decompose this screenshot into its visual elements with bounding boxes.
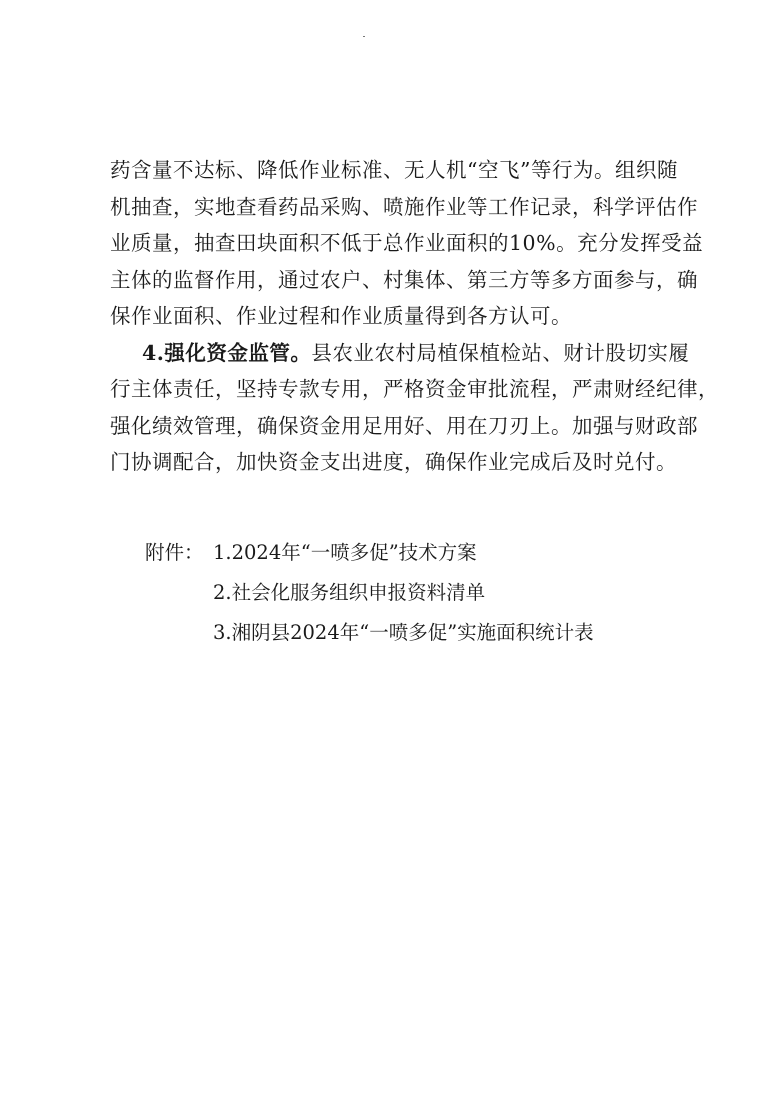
paragraph-4-line-2: 行主体责任，坚持专款专用，严格资金审批流程，严肃财经纪律，: [110, 377, 719, 401]
attachment-item: [145, 573, 665, 613]
paragraph-3-line-1: 药含量不达标、降低作业标准、无人机“空飞”等行为。组织随: [110, 158, 678, 182]
paragraph-3-line-5: 保作业面积、作业过程和作业质量得到各方认可。: [110, 304, 572, 328]
paragraph-4-line-1: [110, 335, 690, 372]
paragraph-3-line-4: 主体的监督作用，通过农户、村集体、第三方等多方面参与，确: [110, 267, 698, 292]
attachment-item: [145, 533, 665, 573]
body-text: [110, 152, 719, 481]
section-heading: 4.强化资金监管。: [142, 340, 312, 365]
paragraph-3-line-3: 业质量，抽查田块面积不低于总作业面积的10%。充分发挥受益: [110, 231, 704, 255]
paragraph-4-line-4: 门协调配合，加快资金支出进度，确保作业完成后及时兑付。: [110, 450, 677, 474]
attachment-1: 1.2024年“一喷多促”技术方案: [213, 541, 477, 564]
attachment-3: 3.湘阴县2024年“一喷多促”实施面积统计表: [213, 621, 594, 644]
attachment-2: 2.社会化服务组织申报资料清单: [213, 581, 486, 604]
paragraph-4-line-1-text: 县农业农村局植保植检站、财计股切实履: [311, 340, 690, 365]
attachment-item: [145, 613, 665, 653]
attachments-list: [145, 533, 665, 653]
paragraph-3-line-2: 机抽查，实地查看药品采购、喷施作业等工作记录，科学评估作: [110, 194, 698, 219]
scan-speck: [363, 36, 365, 37]
paragraph-4-line-3: 强化绩效管理，确保资金用足用好、用在刀刃上。加强与财政部: [110, 413, 698, 438]
attachments-label: 附件：: [145, 541, 204, 564]
